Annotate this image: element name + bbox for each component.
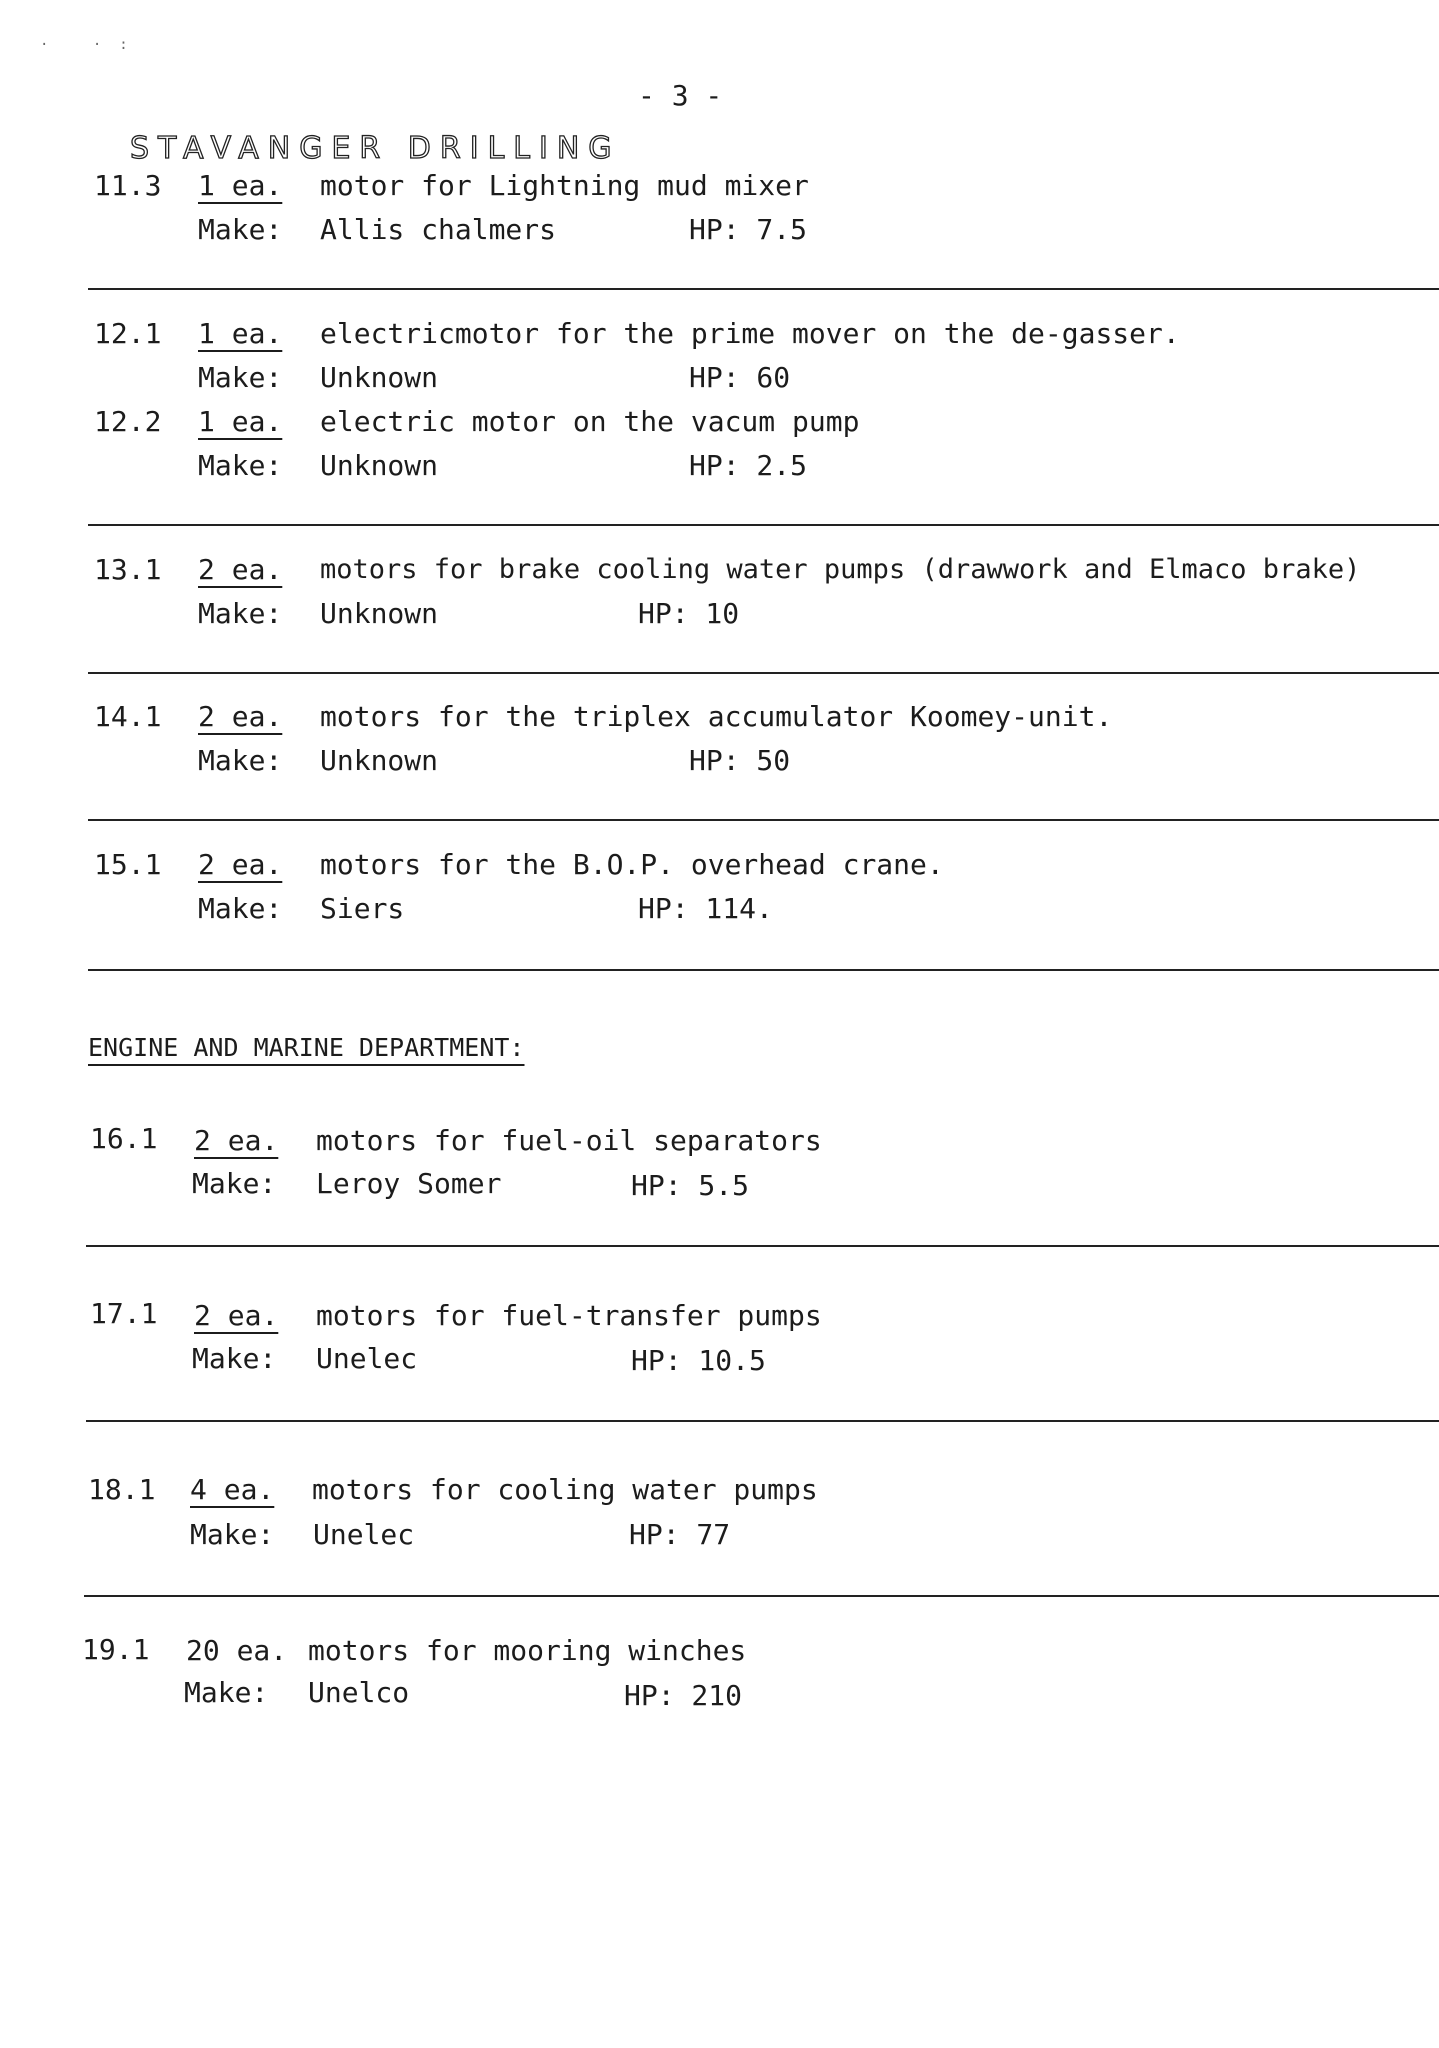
item-description: motors for brake cooling water pumps (drawwork and Elmaco brake) [320,554,1361,585]
make-value: Unknown [320,361,439,394]
item-quantity: 1 ea. [198,405,283,438]
make-label: Make: [198,361,283,394]
item-quantity: 2 ea. [198,553,283,586]
item-quantity: 1 ea. [198,169,283,202]
divider [88,819,1439,821]
make-value: Unelec [313,1518,415,1551]
item-number: 14.1 [94,700,162,733]
hp-value: HP: 10 [638,597,740,630]
item-description: motors for fuel-transfer pumps [316,1299,822,1332]
make-label: Make: [192,1167,277,1200]
divider [86,1420,1439,1422]
make-label: Make: [184,1676,269,1709]
item-number: 11.3 [94,169,162,202]
page-number: - 3 - [638,79,723,112]
item-description: motor for Lightning mud mixer [320,169,809,202]
item-description: motors for fuel-oil separators [316,1124,822,1157]
make-value: Leroy Somer [316,1167,502,1200]
section-heading: ENGINE AND MARINE DEPARTMENT: [88,1033,525,1062]
hp-value: HP: 77 [629,1518,731,1551]
make-label: Make: [192,1342,277,1375]
divider [86,1245,1439,1247]
make-label: Make: [198,213,283,246]
make-value: Unknown [320,597,439,630]
item-description: motors for the B.O.P. overhead crane. [320,848,944,881]
hp-value: HP: 50 [689,744,791,777]
item-quantity: 2 ea. [198,700,283,733]
hp-value: HP: 210 [624,1679,743,1712]
item-quantity: 2 ea. [198,848,283,881]
item-description: electric motor on the vacum pump [320,405,860,438]
hp-value: HP: 114. [638,892,773,925]
item-number: 18.1 [88,1473,156,1506]
letterhead-logo: STAVANGER DRILLING [130,131,621,166]
divider [88,969,1439,971]
item-quantity: 20 ea. [186,1634,288,1667]
make-value: Unknown [320,449,439,482]
make-label: Make: [190,1518,275,1551]
hp-value: HP: 2.5 [689,449,808,482]
make-value: Allis chalmers [320,213,557,246]
item-description: motors for the triplex accumulator Koomey-unit. [320,700,1113,733]
item-quantity: 2 ea. [194,1124,279,1157]
divider [88,288,1439,290]
make-value: Unelco [308,1676,410,1709]
make-label: Make: [198,892,283,925]
item-number: 17.1 [90,1297,158,1330]
make-label: Make: [198,597,283,630]
divider [84,1595,1439,1597]
make-value: Unknown [320,744,439,777]
hp-value: HP: 7.5 [689,213,808,246]
make-value: Unelec [316,1342,418,1375]
item-number: 12.1 [94,317,162,350]
item-number: 16.1 [90,1122,158,1155]
item-description: motors for mooring winches [308,1634,747,1667]
hp-value: HP: 60 [689,361,791,394]
item-quantity: 1 ea. [198,317,283,350]
item-number: 15.1 [94,848,162,881]
divider [88,672,1439,674]
make-label: Make: [198,744,283,777]
divider [88,524,1439,526]
item-description: electricmotor for the prime mover on the de-gasser. [320,317,1180,350]
make-value: Siers [320,892,405,925]
item-quantity: 4 ea. [190,1473,275,1506]
item-number: 12.2 [94,405,162,438]
hp-value: HP: 5.5 [631,1169,750,1202]
item-number: 19.1 [82,1633,150,1666]
item-quantity: 2 ea. [194,1299,279,1332]
hp-value: HP: 10.5 [631,1344,766,1377]
make-label: Make: [198,449,283,482]
item-description: motors for cooling water pumps [312,1473,818,1506]
item-number: 13.1 [94,553,162,586]
scan-specks: · ·: [40,37,146,53]
